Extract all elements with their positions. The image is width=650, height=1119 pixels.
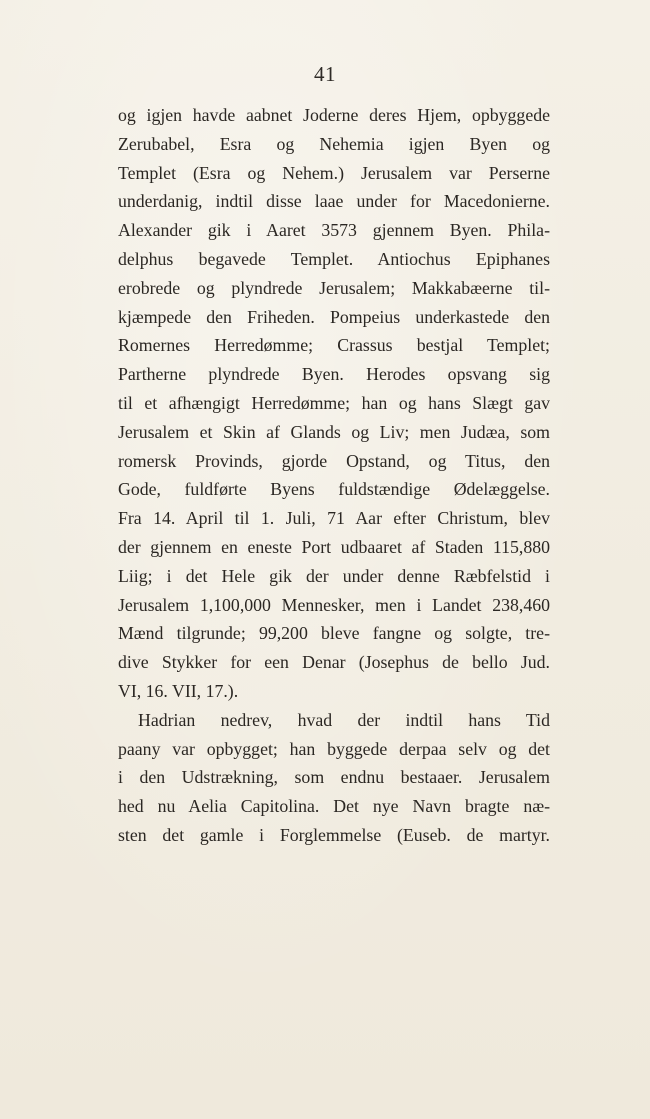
body-text — [118, 101, 550, 850]
text-line: Hadrian nedrev, hvad der indtil hans Tid — [138, 709, 550, 730]
text-line: Jerusalem et Skin af Glands og Liv; men Judæa, som — [118, 421, 550, 442]
text-line: hed nu Aelia Capitolina. Det nye Navn bragte næ- — [118, 796, 550, 817]
text-line: underdanig, indtil disse laae under for Macedonierne. — [118, 191, 550, 212]
text-line: Templet (Esra og Nehem.) Jerusalem var Perserne — [118, 162, 550, 183]
text-line: Liig; i det Hele gik der under denne Ræbfelstid i — [118, 565, 550, 586]
text-line: Partherne plyndrede Byen. Herodes opsvang sig — [118, 364, 550, 385]
text-line: Fra 14. April til 1. Juli, 71 Aar efter Christum, blev — [118, 508, 550, 529]
text-line: og igjen havde aabnet Joderne deres Hjem, opbyggede — [118, 105, 550, 125]
text-line: VI, 16. VII, 17.). — [118, 680, 239, 701]
text-line: i den Udstrækning, som endnu bestaaer. Jerusalem — [118, 767, 550, 788]
text-line: til et afhængigt Herredømme; han og hans Slægt gav — [118, 392, 550, 413]
text-line: paany var opbygget; han byggede derpaa selv og det — [118, 738, 550, 759]
text-line: Gode, fuldførte Byens fuldstændige Ødelæggelse. — [118, 479, 550, 500]
text-line: Zerubabel, Esra og Nehemia igjen Byen og — [118, 133, 550, 154]
text-line: Jerusalem 1,100,000 Mennesker, men i Landet 238,460 — [118, 594, 550, 615]
text-line: Alexander gik i Aaret 3573 gjennem Byen. Phila- — [118, 220, 550, 241]
text-line: kjæmpede den Friheden. Pompeius underkastede den — [118, 306, 550, 327]
text-line: romersk Provinds, gjorde Opstand, og Titus, den — [118, 450, 550, 471]
text-line: Romernes Herredømme; Crassus bestjal Templet; — [118, 335, 550, 356]
text-line: Mænd tilgrunde; 99,200 bleve fangne og solgte, tre- — [118, 623, 550, 644]
text-line: delphus begavede Templet. Antiochus Epiphanes — [118, 248, 550, 269]
text-line: erobrede og plyndrede Jerusalem; Makkabæerne til- — [118, 277, 550, 298]
text-line: dive Stykker for een Denar (Josephus de bello Jud. — [118, 652, 550, 673]
text-line: sten det gamle i Forglemmelse (Euseb. de martyr. — [118, 824, 550, 845]
page-number: 41 — [314, 62, 336, 86]
text-line: der gjennem en eneste Port udbaaret af Staden 115,880 — [118, 536, 550, 557]
